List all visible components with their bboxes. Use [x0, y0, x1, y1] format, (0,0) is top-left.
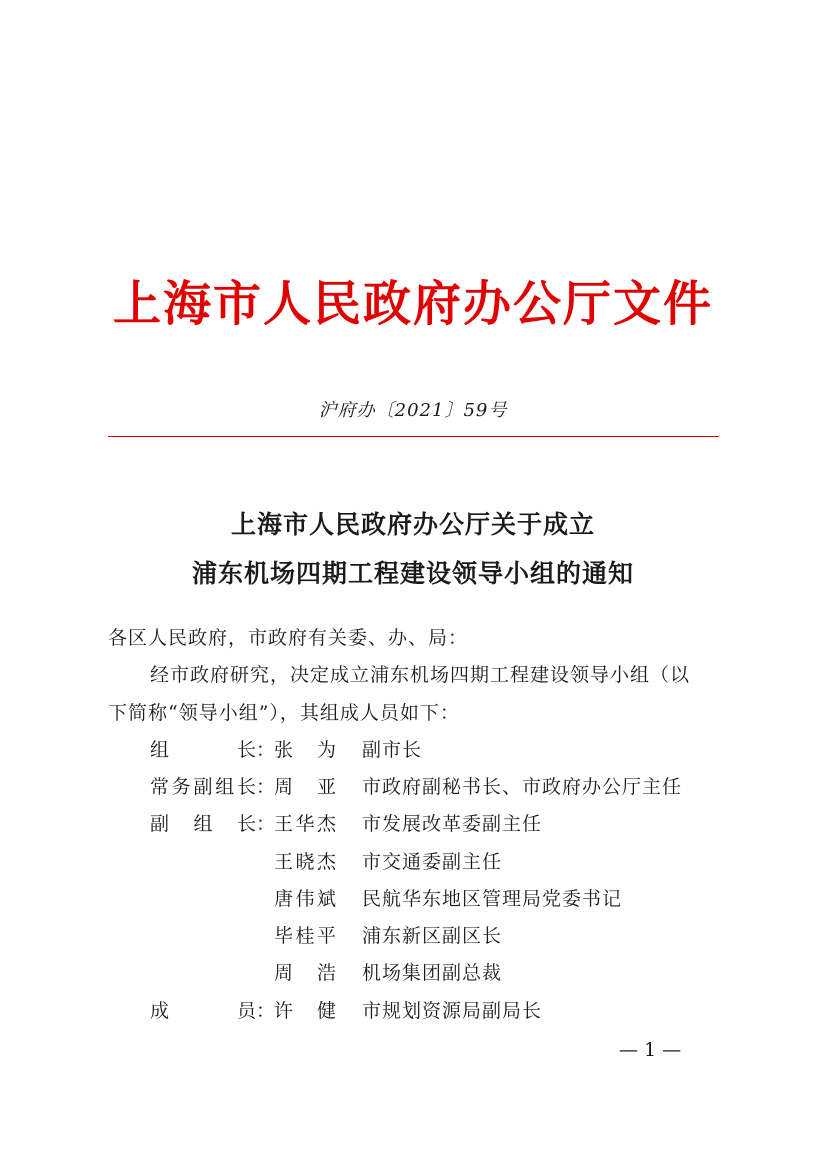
- paragraph-line-2: 下简称“领导小组”），其组成人员如下：: [108, 702, 460, 724]
- document-title-line-2: 浦东机场四期工程建设领导小组的通知: [191, 559, 634, 588]
- member-name: 毕桂平: [274, 925, 338, 947]
- member-role: 常务副组长: [150, 776, 256, 798]
- member-position: 机场集团副总裁: [362, 962, 503, 984]
- page-number: — 1 —: [619, 1039, 682, 1061]
- paragraph-line-1: 经市政府研究，决定成立浦东机场四期工程建设领导小组（以: [150, 664, 691, 686]
- role-colon: ：: [256, 813, 276, 835]
- member-name: 王晓杰: [274, 851, 338, 873]
- member-position: 市发展改革委副主任: [362, 813, 543, 835]
- document-title-line-1: 上海市人民政府办公厅关于成立: [230, 510, 595, 539]
- role-colon: ：: [256, 776, 276, 798]
- member-position: 市政府副秘书长、市政府办公厅主任: [362, 776, 683, 798]
- addressee: 各区人民政府，市政府有关委、办、局：: [108, 627, 469, 649]
- member-role: 副组长: [150, 813, 256, 835]
- document-number: 沪府办〔2021〕59号: [318, 400, 508, 421]
- member-name: 张为: [274, 739, 338, 761]
- member-name: 许健: [274, 1000, 338, 1022]
- member-role: 成员: [150, 1000, 256, 1022]
- member-position: 市规划资源局副局长: [362, 1000, 543, 1022]
- member-role: 组长: [150, 739, 256, 761]
- member-name: 周亚: [274, 776, 338, 798]
- issuer-header: 上海市人民政府办公厅文件: [112, 276, 713, 332]
- member-name: 王华杰: [274, 813, 338, 835]
- member-position: 民航华东地区管理局党委书记: [362, 888, 623, 910]
- member-position: 副市长: [362, 739, 423, 761]
- member-position: 浦东新区副区长: [362, 925, 503, 947]
- member-name: 周浩: [274, 962, 338, 984]
- member-position: 市交通委副主任: [362, 851, 503, 873]
- red-separator-line: [108, 436, 719, 437]
- role-colon: ：: [256, 739, 276, 761]
- member-name: 唐伟斌: [274, 888, 338, 910]
- role-colon: ：: [256, 1000, 276, 1022]
